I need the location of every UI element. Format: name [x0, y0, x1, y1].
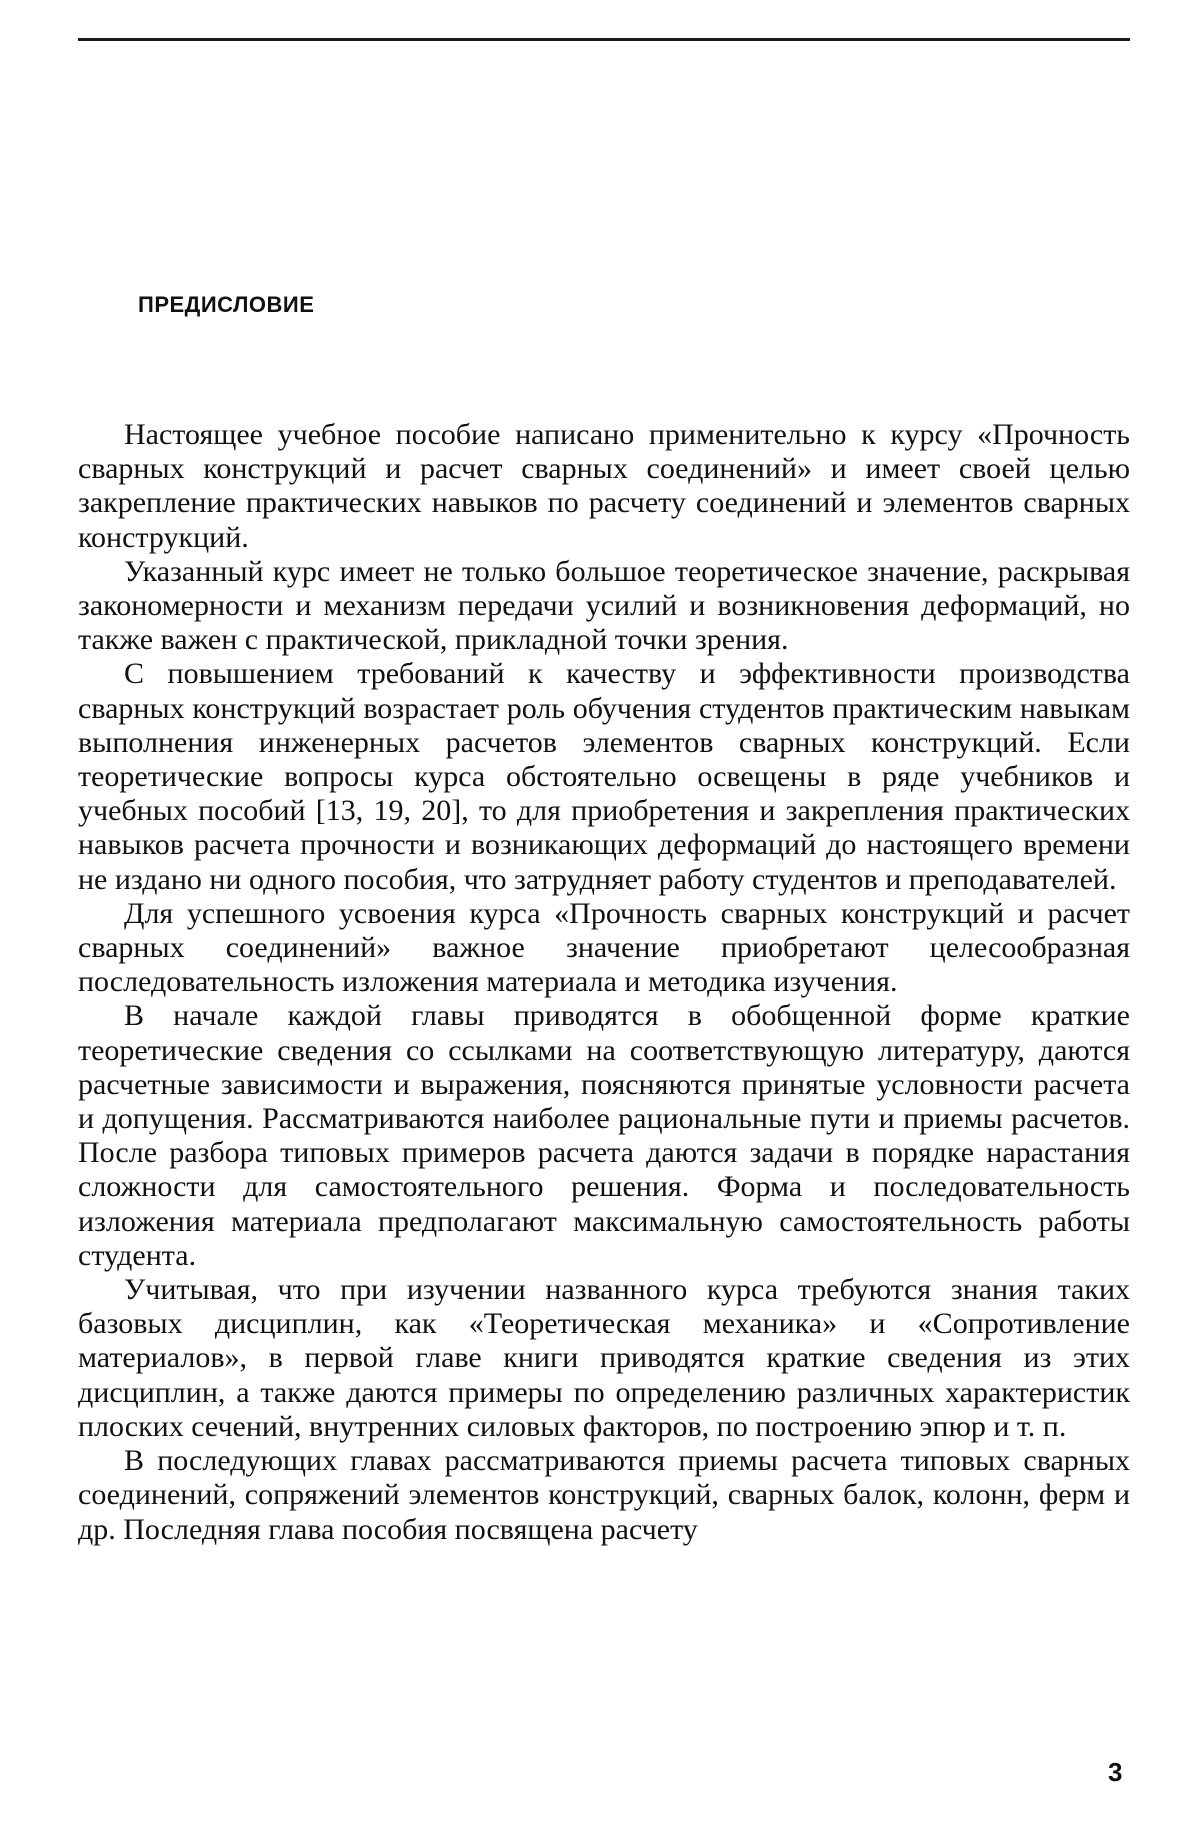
paragraph: Для успешного усвоения курса «Прочность сварных конструкций и расчет сварных соединений» важное значение приобретают целесообразная последовательность изложения материала и методика изучения. [78, 896, 1130, 999]
paragraph: В последующих главах рассматриваются приемы расчета типовых сварных соединений, сопряжений элементов конструкций, сварных балок, колонн, ферм и др. Последняя глава пособия посвящена расчету [78, 1444, 1130, 1546]
paragraph: В начале каждой главы приводятся в обобщенной форме краткие теоретические сведения со ссылками на соответствующую литературу, даются расчетные зависимости и выражения, поясняются принятые условности расчета и допущения. Рассматриваются наиболее рациональные пути и приемы расчетов. После разбора типовых примеров расчета даются задачи в порядке нарастания сложности для самостоятельного решения. Форма и последовательность изложения материала предполагают максимальную самостоятельность работы студента. [78, 999, 1130, 1272]
page-number: 3 [1108, 1757, 1123, 1787]
paragraph: Настоящее учебное пособие написано применительно к курсу «Прочность сварных конструкций и расчет сварных соединений» и имеет своей целью закрепление практических навыков по расчету соединений и элементов сварных конструкций. [78, 418, 1130, 554]
body-text [78, 418, 1130, 1547]
section-heading: ПРЕДИСЛОВИЕ [138, 292, 315, 317]
top-rule [78, 38, 1130, 41]
paragraph: Учитывая, что при изучении названного курса требуются знания таких базовых дисциплин, как «Теоретическая механика» и «Сопротивление материалов», в первой главе книги приводятся краткие сведения из этих дисциплин, а также даются примеры по определению различных характеристик плоских сечений, внутренних силовых факторов, по построению эпюр и т. п. [78, 1273, 1130, 1443]
paragraph: С повышением требований к качеству и эффективности производства сварных конструкций возрастает роль обучения студентов практическим навыкам выполнения инженерных расчетов элементов сварных конструкций. Если теоретические вопросы курса обстоятельно освещены в ряде учебников и учебных пособий [13, 19, 20], то для приобретения и закрепления практических навыков расчета прочности и возникающих деформаций до настоящего времени не издано ни одного пособия, что затрудняет работу студентов и преподавателей. [78, 657, 1130, 896]
paragraph: Указанный курс имеет не только большое теоретическое значение, раскрывая закономерности и механизм передачи усилий и возникновения деформаций, но также важен с практической, прикладной точки зрения. [78, 554, 1130, 657]
